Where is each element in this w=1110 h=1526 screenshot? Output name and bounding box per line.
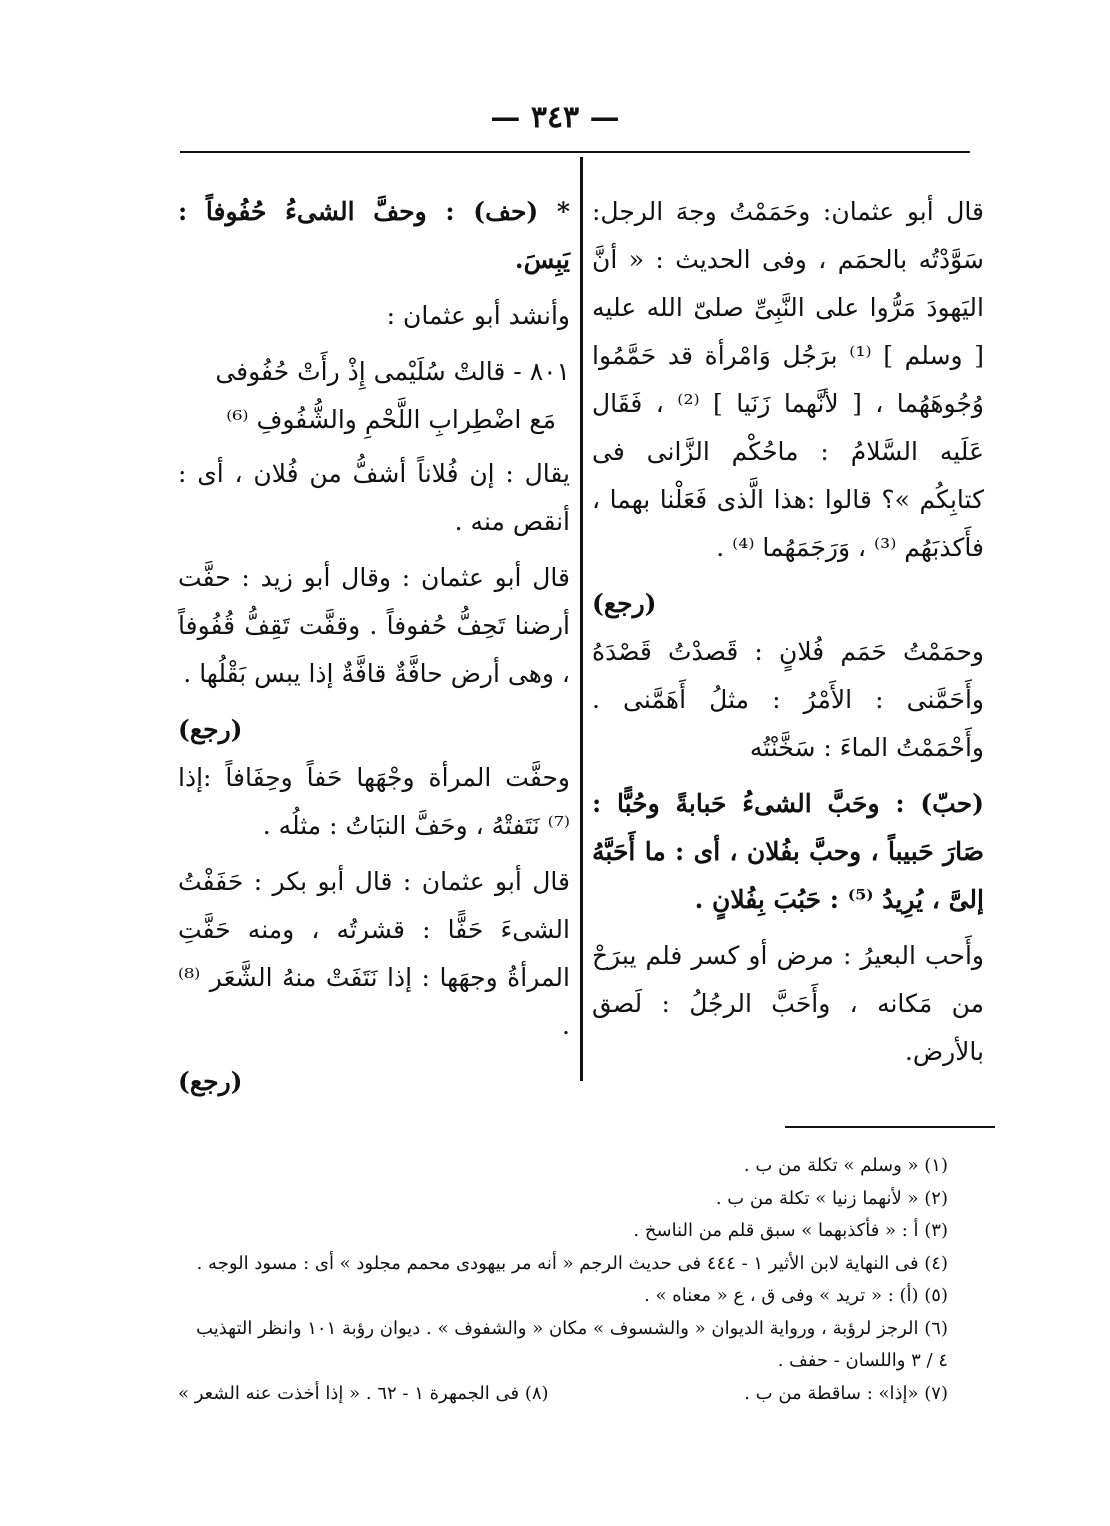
- footnote-3: (٣) أ : « فأكذبهما » سبق قلم من الناسخ .: [633, 1220, 948, 1241]
- right-column: [592, 188, 984, 1084]
- verse-second-hemistich: مَع اضْطِرابِ اللَّحْمِ والشُّفُوفِ ⁽⁶⁾: [226, 405, 556, 434]
- paragraph-hamam-fulan: وحمَمْتُ حَمَم فُلانٍ : قَصدْتُ قَصْدَهُ وأَحَمَّنى : الأَمْرُ : مثلُ أَهَمَّنى . وأَحْمَمْتُ الماءَ : سَخَّنْتُه: [592, 637, 984, 762]
- paragraph-abu-zaid: قال أبو عثمان : وقال أبو زيد : حفَّت أرضنا تَحِفُّ حُفوفاً . وقفَّت تَقِفُّ قُفُوفاً ، وهى أرض حافَّةٌ قافَّةٌ إذا يبس بَقْلُها .: [178, 563, 570, 688]
- footnotes: [178, 1150, 948, 1410]
- footnote-8: (٨) فى الجمهرة ١ - ٦٢ . « إذا أخذت عنه الشعر »: [178, 1382, 549, 1404]
- paragraph-ahabba-baeer: وأَحب البعيرُ : مرض أو كسر فلم يبرَحْ من مَكانه ، وأَحَبَّ الرجُلُ : لَصق بالأرض.: [592, 941, 984, 1066]
- verse-801: [178, 348, 570, 444]
- footnote-4: (٤) فى النهاية لابن الأثير ١ - ٤٤٤ فى حديث الرجم « أنه مر بيهودى محمم مجلود » أى : مسود الوجه .: [196, 1252, 948, 1274]
- footnote-2: (٢) « لأنهما زنيا » تكلة من ب .: [715, 1187, 948, 1209]
- header-rule: [180, 151, 970, 153]
- verse-first-hemistich: ٨٠١ - قالتْ سُلَيْمى إِذْ رأَتْ حُفُوفى: [215, 357, 570, 386]
- raja-tag-left-1: (رجع): [178, 715, 243, 744]
- verse-explanation: يقال : إن فُلاناً أشفُّ من فُلان ، أى : أنقص منه .: [178, 459, 570, 536]
- entry-haff: * (حف) : وحفَّ الشىءُ حُفُوفاً : يَبِسَ.: [178, 197, 570, 274]
- footnote-6: (٦) الرجز لرؤبة ، ورواية الديوان « والشسوف » مكان « والشفوف » . ديوان رؤبة ١٠١ وانظر التهذيب: [196, 1317, 948, 1339]
- column-divider: [580, 157, 583, 1081]
- raja-tag-left-2: (رجع): [178, 1067, 243, 1096]
- footnote-7: (٧) «إذا» : ساقطة من ب .: [744, 1382, 948, 1404]
- raja-tag-right: (رجع): [592, 589, 657, 618]
- footnote-rule: [785, 1126, 995, 1128]
- paragraph-marah: وحفَّت المرأة وجْهَها حَفاً وحِفَافاً :إذا ⁽⁷⁾ نَتَفتْهُ ، وحَفَّ النبَاتُ : مثلُه .: [178, 763, 570, 840]
- footnote-7-8-row: [178, 1378, 948, 1411]
- paragraph-abu-bakr: قال أبو عثمان : قال أبو بكر : حَفَفْتُ الشىءَ حَفًّا : قشرتُه ، ومنه حَفَّتِ المرأةُ وجهَها : إذا نَتَفَتْ منهُ الشَّعَر ⁽⁸⁾ .: [178, 867, 570, 1040]
- footnote-5: (٥) (أ) : « تريد » وفى ق ، ع « معناه » .: [644, 1285, 948, 1306]
- entry-habb: (حبّ) : وحَبَّ الشىءُ حَبابةً وحُبًّا : صَارَ حَبيباً ، وحبَّ بفُلان ، أى : ما أَحَبَّهُ إلىَّ ، يُرِيدُ ⁽⁵⁾ : حَبُبَ بِفُلانٍ .: [592, 789, 984, 914]
- verse-intro: وأنشد أبو عثمان :: [386, 301, 570, 330]
- paragraph-hamam-hadith: قال أبو عثمان: وحَمَمْتُ وجهَ الرجل: سَوَّدْتُه بالحمَم ، وفى الحديث : « أنَّ اليَهودَ مَرُّوا على النَّبِىِّ صلىّ الله عليه [ وسلم ] ⁽¹⁾ برَجُل وَامْرأة قد حَمَّمُوا وُجُوهَهُما ، [ لأنَّهما زَنَيا ] ⁽²⁾ ، فَقَال عَلَيه السَّلامُ : ماحُكْم الزَّانى فى كتابِكُم »؟ قالوا :هذا الَّذى فَعَلْنا بهما ، فأَكذبَهُم ⁽³⁾ ، وَرَجَمَهُما ⁽⁴⁾ .: [592, 197, 985, 562]
- page-number: — ٣٤٣ —: [490, 100, 620, 135]
- footnote-6-continued: ٤ / ٣ واللسان - حفف .: [777, 1350, 948, 1371]
- left-column: [178, 188, 570, 1106]
- footnote-1: (١) « وسلم » تكلة من ب .: [743, 1155, 948, 1176]
